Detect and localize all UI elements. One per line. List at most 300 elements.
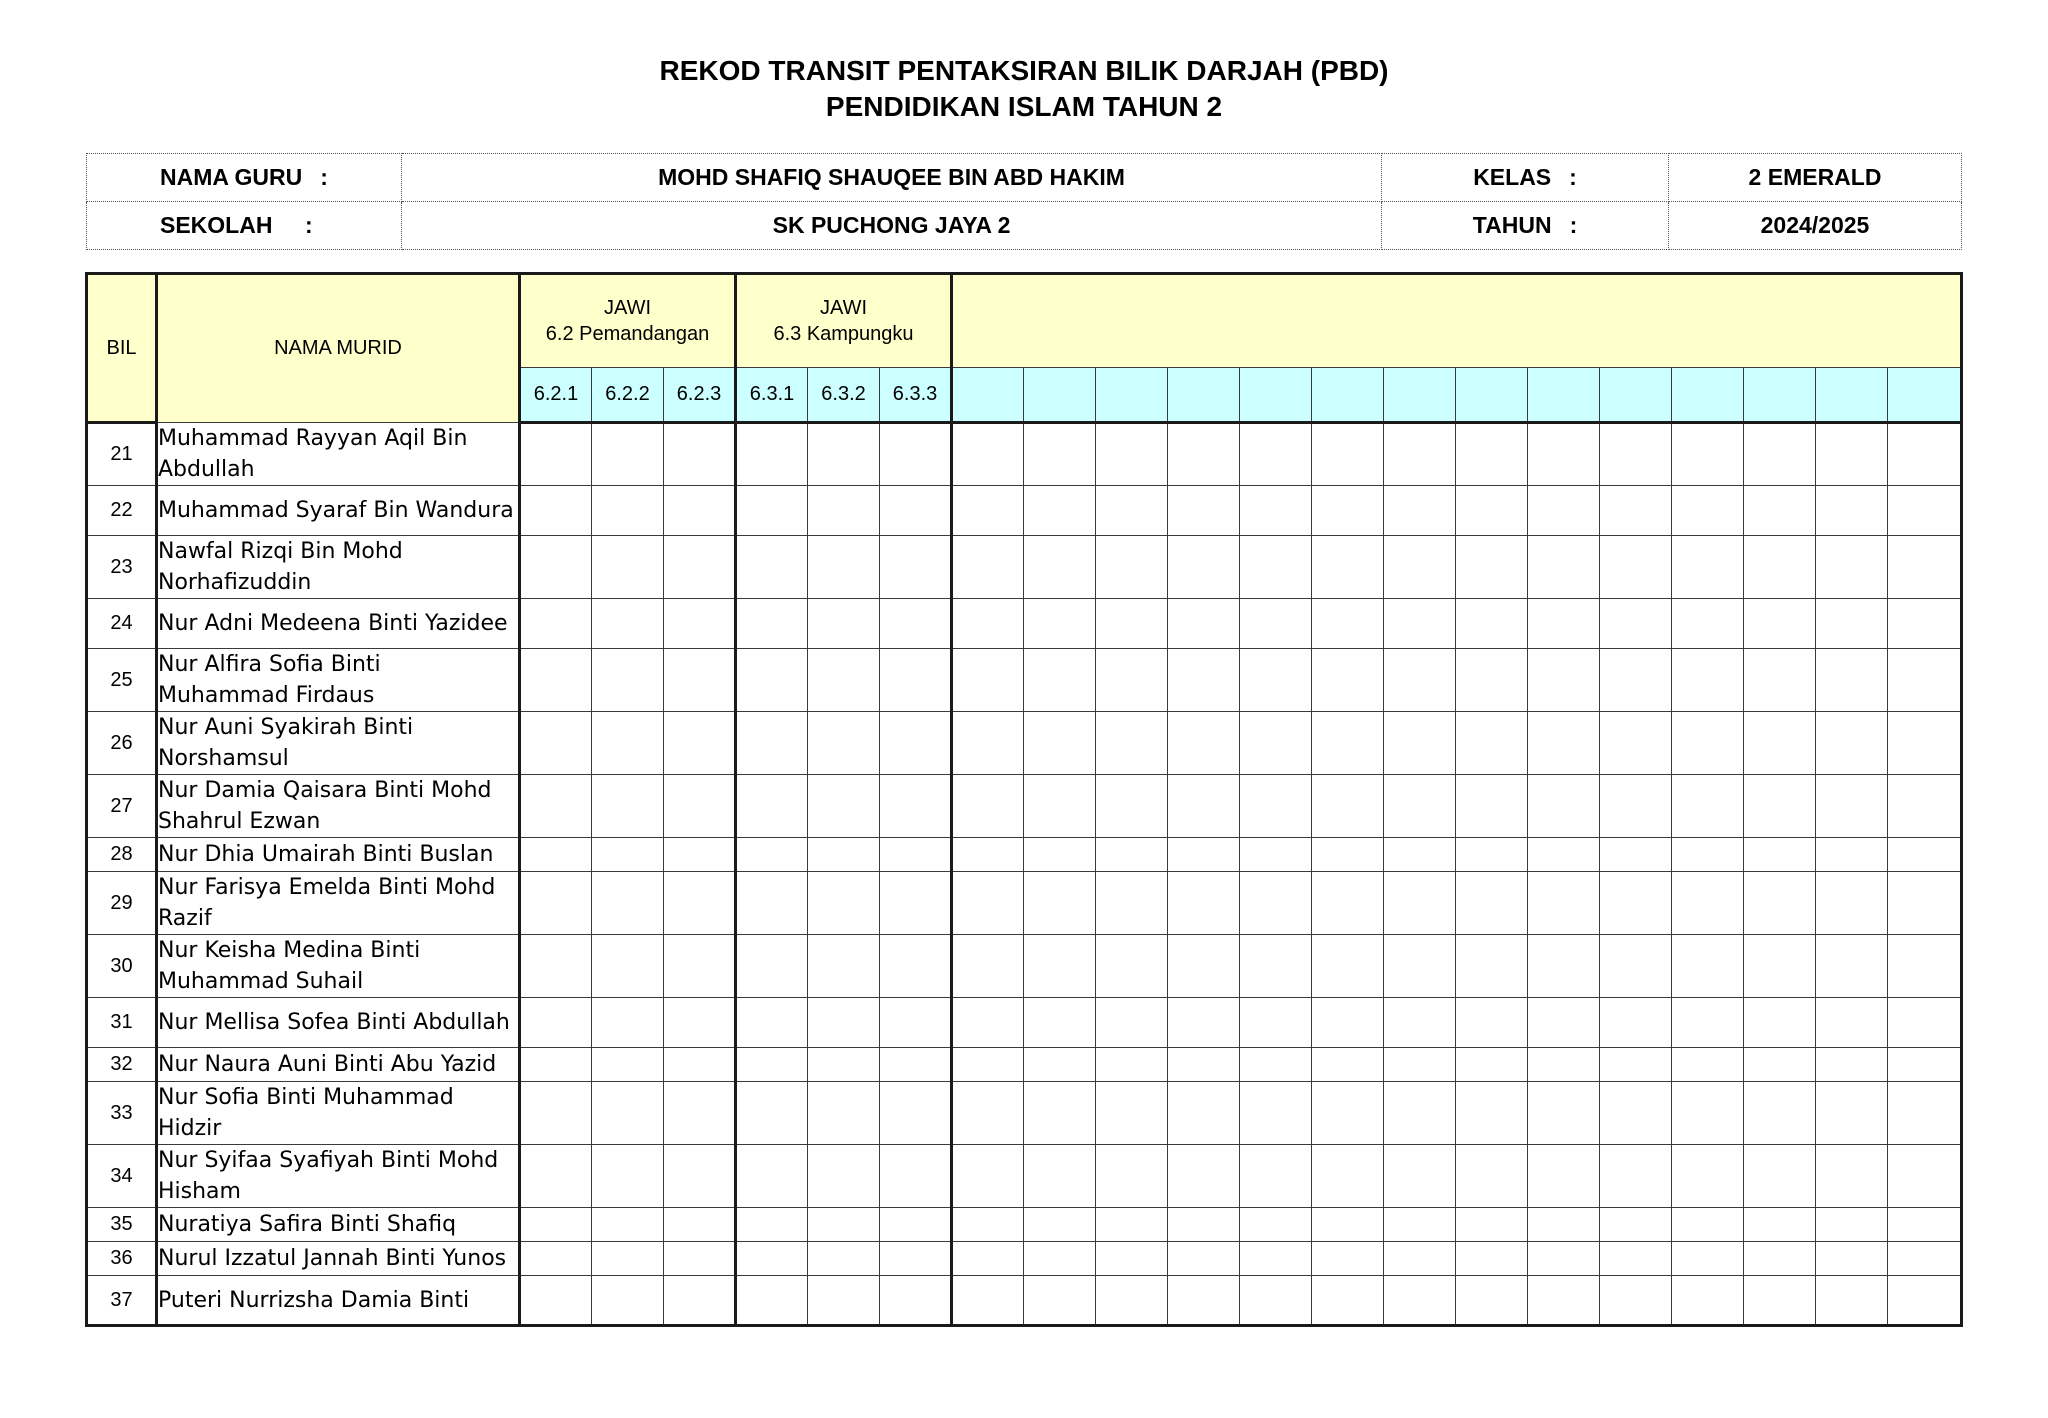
score-cell[interactable] bbox=[1672, 536, 1744, 599]
score-cell[interactable] bbox=[1528, 1242, 1600, 1276]
score-cell[interactable] bbox=[1096, 1208, 1168, 1242]
score-cell[interactable] bbox=[1744, 486, 1816, 536]
score-cell[interactable] bbox=[1312, 1276, 1384, 1326]
score-cell[interactable] bbox=[880, 1082, 952, 1145]
score-cell[interactable] bbox=[1888, 1082, 1962, 1145]
score-cell[interactable] bbox=[1096, 1145, 1168, 1208]
score-cell[interactable] bbox=[1888, 649, 1962, 712]
score-cell[interactable] bbox=[664, 998, 736, 1048]
score-cell[interactable] bbox=[1528, 1208, 1600, 1242]
score-cell[interactable] bbox=[952, 486, 1024, 536]
score-cell[interactable] bbox=[1096, 712, 1168, 775]
score-cell[interactable] bbox=[1744, 998, 1816, 1048]
score-cell[interactable] bbox=[1888, 486, 1962, 536]
score-cell[interactable] bbox=[592, 649, 664, 712]
score-cell[interactable] bbox=[1456, 998, 1528, 1048]
score-cell[interactable] bbox=[1096, 1048, 1168, 1082]
score-cell[interactable] bbox=[1168, 1242, 1240, 1276]
score-cell[interactable] bbox=[1312, 486, 1384, 536]
score-cell[interactable] bbox=[952, 712, 1024, 775]
score-cell[interactable] bbox=[1456, 1145, 1528, 1208]
score-cell[interactable] bbox=[736, 1145, 808, 1208]
score-cell[interactable] bbox=[1024, 1082, 1096, 1145]
score-cell[interactable] bbox=[1672, 486, 1744, 536]
score-cell[interactable] bbox=[1528, 872, 1600, 935]
score-cell[interactable] bbox=[520, 1242, 592, 1276]
score-cell[interactable] bbox=[1600, 712, 1672, 775]
score-cell[interactable] bbox=[1096, 486, 1168, 536]
score-cell[interactable] bbox=[808, 1145, 880, 1208]
score-cell[interactable] bbox=[1816, 423, 1888, 486]
score-cell[interactable] bbox=[1168, 486, 1240, 536]
score-cell[interactable] bbox=[664, 536, 736, 599]
score-cell[interactable] bbox=[1240, 1276, 1312, 1326]
score-cell[interactable] bbox=[1600, 536, 1672, 599]
score-cell[interactable] bbox=[1600, 1145, 1672, 1208]
score-cell[interactable] bbox=[664, 838, 736, 872]
score-cell[interactable] bbox=[880, 1276, 952, 1326]
score-cell[interactable] bbox=[1384, 486, 1456, 536]
score-cell[interactable] bbox=[1312, 1242, 1384, 1276]
score-cell[interactable] bbox=[1816, 536, 1888, 599]
score-cell[interactable] bbox=[1816, 935, 1888, 998]
score-cell[interactable] bbox=[736, 1208, 808, 1242]
score-cell[interactable] bbox=[952, 838, 1024, 872]
score-cell[interactable] bbox=[1240, 935, 1312, 998]
score-cell[interactable] bbox=[664, 1082, 736, 1145]
score-cell[interactable] bbox=[1888, 872, 1962, 935]
score-cell[interactable] bbox=[880, 998, 952, 1048]
score-cell[interactable] bbox=[664, 486, 736, 536]
score-cell[interactable] bbox=[1456, 1208, 1528, 1242]
score-cell[interactable] bbox=[808, 775, 880, 838]
score-cell[interactable] bbox=[880, 712, 952, 775]
score-cell[interactable] bbox=[736, 712, 808, 775]
score-cell[interactable] bbox=[1312, 423, 1384, 486]
score-cell[interactable] bbox=[1384, 1145, 1456, 1208]
score-cell[interactable] bbox=[1744, 712, 1816, 775]
score-cell[interactable] bbox=[1096, 998, 1168, 1048]
score-cell[interactable] bbox=[1240, 536, 1312, 599]
score-cell[interactable] bbox=[880, 599, 952, 649]
score-cell[interactable] bbox=[1672, 998, 1744, 1048]
score-cell[interactable] bbox=[520, 872, 592, 935]
score-cell[interactable] bbox=[1600, 1276, 1672, 1326]
score-cell[interactable] bbox=[952, 872, 1024, 935]
score-cell[interactable] bbox=[592, 935, 664, 998]
score-cell[interactable] bbox=[664, 712, 736, 775]
score-cell[interactable] bbox=[1888, 838, 1962, 872]
score-cell[interactable] bbox=[952, 599, 1024, 649]
score-cell[interactable] bbox=[880, 838, 952, 872]
score-cell[interactable] bbox=[520, 486, 592, 536]
score-cell[interactable] bbox=[1096, 1242, 1168, 1276]
score-cell[interactable] bbox=[1096, 872, 1168, 935]
score-cell[interactable] bbox=[1456, 1082, 1528, 1145]
score-cell[interactable] bbox=[880, 775, 952, 838]
score-cell[interactable] bbox=[1744, 599, 1816, 649]
score-cell[interactable] bbox=[1672, 1276, 1744, 1326]
score-cell[interactable] bbox=[1528, 1145, 1600, 1208]
score-cell[interactable] bbox=[520, 1048, 592, 1082]
score-cell[interactable] bbox=[1600, 1208, 1672, 1242]
score-cell[interactable] bbox=[808, 1048, 880, 1082]
score-cell[interactable] bbox=[1024, 1145, 1096, 1208]
score-cell[interactable] bbox=[808, 1242, 880, 1276]
score-cell[interactable] bbox=[1240, 1208, 1312, 1242]
score-cell[interactable] bbox=[1240, 649, 1312, 712]
score-cell[interactable] bbox=[1816, 1082, 1888, 1145]
score-cell[interactable] bbox=[1528, 712, 1600, 775]
score-cell[interactable] bbox=[1456, 486, 1528, 536]
score-cell[interactable] bbox=[1384, 1208, 1456, 1242]
score-cell[interactable] bbox=[1600, 775, 1672, 838]
score-cell[interactable] bbox=[1600, 998, 1672, 1048]
score-cell[interactable] bbox=[1024, 1242, 1096, 1276]
score-cell[interactable] bbox=[1168, 775, 1240, 838]
score-cell[interactable] bbox=[1312, 872, 1384, 935]
score-cell[interactable] bbox=[1168, 998, 1240, 1048]
score-cell[interactable] bbox=[1240, 486, 1312, 536]
score-cell[interactable] bbox=[1384, 423, 1456, 486]
score-cell[interactable] bbox=[1240, 1082, 1312, 1145]
score-cell[interactable] bbox=[808, 872, 880, 935]
score-cell[interactable] bbox=[1816, 838, 1888, 872]
score-cell[interactable] bbox=[1528, 1276, 1600, 1326]
score-cell[interactable] bbox=[736, 838, 808, 872]
score-cell[interactable] bbox=[1816, 775, 1888, 838]
score-cell[interactable] bbox=[1384, 1276, 1456, 1326]
score-cell[interactable] bbox=[1744, 872, 1816, 935]
score-cell[interactable] bbox=[1168, 935, 1240, 998]
score-cell[interactable] bbox=[520, 1276, 592, 1326]
score-cell[interactable] bbox=[592, 1242, 664, 1276]
score-cell[interactable] bbox=[1240, 872, 1312, 935]
score-cell[interactable] bbox=[1816, 1048, 1888, 1082]
score-cell[interactable] bbox=[520, 1208, 592, 1242]
score-cell[interactable] bbox=[1384, 649, 1456, 712]
score-cell[interactable] bbox=[592, 872, 664, 935]
score-cell[interactable] bbox=[1096, 775, 1168, 838]
score-cell[interactable] bbox=[1600, 1048, 1672, 1082]
score-cell[interactable] bbox=[1456, 1048, 1528, 1082]
score-cell[interactable] bbox=[880, 423, 952, 486]
score-cell[interactable] bbox=[664, 775, 736, 838]
score-cell[interactable] bbox=[1888, 536, 1962, 599]
score-cell[interactable] bbox=[1528, 998, 1600, 1048]
score-cell[interactable] bbox=[952, 536, 1024, 599]
score-cell[interactable] bbox=[1024, 712, 1096, 775]
score-cell[interactable] bbox=[1456, 536, 1528, 599]
score-cell[interactable] bbox=[1168, 872, 1240, 935]
score-cell[interactable] bbox=[1312, 1208, 1384, 1242]
score-cell[interactable] bbox=[1744, 1208, 1816, 1242]
score-cell[interactable] bbox=[1168, 1082, 1240, 1145]
score-cell[interactable] bbox=[1528, 536, 1600, 599]
score-cell[interactable] bbox=[1672, 649, 1744, 712]
score-cell[interactable] bbox=[1672, 1082, 1744, 1145]
score-cell[interactable] bbox=[1744, 1048, 1816, 1082]
score-cell[interactable] bbox=[1024, 872, 1096, 935]
score-cell[interactable] bbox=[1672, 1145, 1744, 1208]
score-cell[interactable] bbox=[664, 1048, 736, 1082]
score-cell[interactable] bbox=[1024, 1048, 1096, 1082]
score-cell[interactable] bbox=[1240, 599, 1312, 649]
score-cell[interactable] bbox=[1384, 599, 1456, 649]
score-cell[interactable] bbox=[880, 1208, 952, 1242]
score-cell[interactable] bbox=[1672, 1208, 1744, 1242]
score-cell[interactable] bbox=[1024, 649, 1096, 712]
score-cell[interactable] bbox=[808, 1276, 880, 1326]
score-cell[interactable] bbox=[1456, 423, 1528, 486]
score-cell[interactable] bbox=[1816, 712, 1888, 775]
score-cell[interactable] bbox=[520, 536, 592, 599]
score-cell[interactable] bbox=[1168, 1048, 1240, 1082]
score-cell[interactable] bbox=[736, 649, 808, 712]
score-cell[interactable] bbox=[1384, 1082, 1456, 1145]
score-cell[interactable] bbox=[1744, 536, 1816, 599]
score-cell[interactable] bbox=[1744, 775, 1816, 838]
score-cell[interactable] bbox=[520, 1145, 592, 1208]
score-cell[interactable] bbox=[1888, 1276, 1962, 1326]
score-cell[interactable] bbox=[952, 1082, 1024, 1145]
score-cell[interactable] bbox=[1168, 649, 1240, 712]
score-cell[interactable] bbox=[1888, 935, 1962, 998]
score-cell[interactable] bbox=[808, 649, 880, 712]
score-cell[interactable] bbox=[1744, 935, 1816, 998]
score-cell[interactable] bbox=[1672, 838, 1744, 872]
score-cell[interactable] bbox=[1384, 838, 1456, 872]
score-cell[interactable] bbox=[1600, 935, 1672, 998]
score-cell[interactable] bbox=[1024, 775, 1096, 838]
score-cell[interactable] bbox=[1744, 1145, 1816, 1208]
score-cell[interactable] bbox=[1096, 838, 1168, 872]
score-cell[interactable] bbox=[592, 423, 664, 486]
score-cell[interactable] bbox=[952, 423, 1024, 486]
score-cell[interactable] bbox=[1384, 1242, 1456, 1276]
score-cell[interactable] bbox=[1672, 1048, 1744, 1082]
score-cell[interactable] bbox=[664, 1242, 736, 1276]
score-cell[interactable] bbox=[592, 599, 664, 649]
score-cell[interactable] bbox=[1312, 1048, 1384, 1082]
score-cell[interactable] bbox=[1240, 1048, 1312, 1082]
score-cell[interactable] bbox=[736, 423, 808, 486]
score-cell[interactable] bbox=[1312, 838, 1384, 872]
score-cell[interactable] bbox=[1888, 423, 1962, 486]
score-cell[interactable] bbox=[664, 1208, 736, 1242]
score-cell[interactable] bbox=[664, 1145, 736, 1208]
score-cell[interactable] bbox=[592, 775, 664, 838]
score-cell[interactable] bbox=[592, 486, 664, 536]
score-cell[interactable] bbox=[592, 536, 664, 599]
score-cell[interactable] bbox=[1096, 599, 1168, 649]
score-cell[interactable] bbox=[1816, 649, 1888, 712]
score-cell[interactable] bbox=[736, 1276, 808, 1326]
score-cell[interactable] bbox=[1168, 536, 1240, 599]
score-cell[interactable] bbox=[880, 1048, 952, 1082]
score-cell[interactable] bbox=[1168, 1208, 1240, 1242]
score-cell[interactable] bbox=[808, 998, 880, 1048]
score-cell[interactable] bbox=[1816, 599, 1888, 649]
score-cell[interactable] bbox=[808, 712, 880, 775]
score-cell[interactable] bbox=[880, 649, 952, 712]
score-cell[interactable] bbox=[808, 935, 880, 998]
score-cell[interactable] bbox=[1312, 775, 1384, 838]
score-cell[interactable] bbox=[1456, 1242, 1528, 1276]
score-cell[interactable] bbox=[880, 1242, 952, 1276]
score-cell[interactable] bbox=[1888, 1208, 1962, 1242]
score-cell[interactable] bbox=[1240, 998, 1312, 1048]
score-cell[interactable] bbox=[664, 1276, 736, 1326]
score-cell[interactable] bbox=[736, 1082, 808, 1145]
score-cell[interactable] bbox=[520, 423, 592, 486]
score-cell[interactable] bbox=[1096, 935, 1168, 998]
score-cell[interactable] bbox=[1888, 712, 1962, 775]
score-cell[interactable] bbox=[520, 838, 592, 872]
score-cell[interactable] bbox=[952, 1242, 1024, 1276]
score-cell[interactable] bbox=[1384, 712, 1456, 775]
score-cell[interactable] bbox=[1384, 536, 1456, 599]
score-cell[interactable] bbox=[1312, 649, 1384, 712]
score-cell[interactable] bbox=[1456, 872, 1528, 935]
score-cell[interactable] bbox=[1384, 998, 1456, 1048]
score-cell[interactable] bbox=[1096, 1276, 1168, 1326]
score-cell[interactable] bbox=[1672, 775, 1744, 838]
score-cell[interactable] bbox=[592, 712, 664, 775]
score-cell[interactable] bbox=[1024, 998, 1096, 1048]
score-cell[interactable] bbox=[1528, 423, 1600, 486]
score-cell[interactable] bbox=[664, 872, 736, 935]
score-cell[interactable] bbox=[1600, 486, 1672, 536]
score-cell[interactable] bbox=[1528, 775, 1600, 838]
score-cell[interactable] bbox=[1816, 998, 1888, 1048]
score-cell[interactable] bbox=[1168, 712, 1240, 775]
score-cell[interactable] bbox=[736, 486, 808, 536]
score-cell[interactable] bbox=[1096, 423, 1168, 486]
score-cell[interactable] bbox=[1528, 935, 1600, 998]
score-cell[interactable] bbox=[1024, 935, 1096, 998]
score-cell[interactable] bbox=[1312, 536, 1384, 599]
score-cell[interactable] bbox=[1240, 1242, 1312, 1276]
score-cell[interactable] bbox=[880, 1145, 952, 1208]
score-cell[interactable] bbox=[880, 872, 952, 935]
score-cell[interactable] bbox=[664, 649, 736, 712]
score-cell[interactable] bbox=[1816, 486, 1888, 536]
score-cell[interactable] bbox=[1672, 935, 1744, 998]
score-cell[interactable] bbox=[952, 935, 1024, 998]
score-cell[interactable] bbox=[1816, 1145, 1888, 1208]
score-cell[interactable] bbox=[1456, 935, 1528, 998]
score-cell[interactable] bbox=[520, 998, 592, 1048]
score-cell[interactable] bbox=[1816, 872, 1888, 935]
score-cell[interactable] bbox=[1096, 536, 1168, 599]
score-cell[interactable] bbox=[1384, 935, 1456, 998]
score-cell[interactable] bbox=[952, 1145, 1024, 1208]
score-cell[interactable] bbox=[1024, 1208, 1096, 1242]
score-cell[interactable] bbox=[520, 775, 592, 838]
score-cell[interactable] bbox=[1312, 998, 1384, 1048]
score-cell[interactable] bbox=[952, 1208, 1024, 1242]
score-cell[interactable] bbox=[1672, 712, 1744, 775]
score-cell[interactable] bbox=[1168, 1145, 1240, 1208]
score-cell[interactable] bbox=[952, 1048, 1024, 1082]
score-cell[interactable] bbox=[1528, 486, 1600, 536]
score-cell[interactable] bbox=[1816, 1276, 1888, 1326]
score-cell[interactable] bbox=[1600, 838, 1672, 872]
score-cell[interactable] bbox=[952, 1276, 1024, 1326]
score-cell[interactable] bbox=[1312, 1082, 1384, 1145]
score-cell[interactable] bbox=[1888, 1048, 1962, 1082]
score-cell[interactable] bbox=[808, 1082, 880, 1145]
score-cell[interactable] bbox=[592, 998, 664, 1048]
score-cell[interactable] bbox=[1312, 599, 1384, 649]
score-cell[interactable] bbox=[1024, 838, 1096, 872]
score-cell[interactable] bbox=[1024, 423, 1096, 486]
score-cell[interactable] bbox=[1744, 1276, 1816, 1326]
score-cell[interactable] bbox=[808, 599, 880, 649]
score-cell[interactable] bbox=[736, 998, 808, 1048]
score-cell[interactable] bbox=[736, 599, 808, 649]
score-cell[interactable] bbox=[1024, 599, 1096, 649]
score-cell[interactable] bbox=[736, 935, 808, 998]
score-cell[interactable] bbox=[592, 838, 664, 872]
score-cell[interactable] bbox=[1168, 423, 1240, 486]
score-cell[interactable] bbox=[1888, 998, 1962, 1048]
score-cell[interactable] bbox=[952, 775, 1024, 838]
score-cell[interactable] bbox=[1888, 775, 1962, 838]
score-cell[interactable] bbox=[520, 1082, 592, 1145]
score-cell[interactable] bbox=[1168, 838, 1240, 872]
score-cell[interactable] bbox=[1024, 1276, 1096, 1326]
score-cell[interactable] bbox=[880, 486, 952, 536]
score-cell[interactable] bbox=[1312, 935, 1384, 998]
score-cell[interactable] bbox=[1600, 872, 1672, 935]
score-cell[interactable] bbox=[520, 712, 592, 775]
score-cell[interactable] bbox=[592, 1276, 664, 1326]
score-cell[interactable] bbox=[1312, 712, 1384, 775]
score-cell[interactable] bbox=[1528, 599, 1600, 649]
score-cell[interactable] bbox=[1528, 1082, 1600, 1145]
score-cell[interactable] bbox=[1456, 1276, 1528, 1326]
score-cell[interactable] bbox=[592, 1145, 664, 1208]
score-cell[interactable] bbox=[1168, 599, 1240, 649]
score-cell[interactable] bbox=[1744, 1242, 1816, 1276]
score-cell[interactable] bbox=[880, 536, 952, 599]
score-cell[interactable] bbox=[520, 599, 592, 649]
score-cell[interactable] bbox=[1456, 838, 1528, 872]
score-cell[interactable] bbox=[1744, 423, 1816, 486]
score-cell[interactable] bbox=[1528, 1048, 1600, 1082]
score-cell[interactable] bbox=[1600, 1082, 1672, 1145]
score-cell[interactable] bbox=[736, 1242, 808, 1276]
score-cell[interactable] bbox=[1600, 1242, 1672, 1276]
score-cell[interactable] bbox=[1456, 649, 1528, 712]
score-cell[interactable] bbox=[1024, 486, 1096, 536]
score-cell[interactable] bbox=[1240, 775, 1312, 838]
score-cell[interactable] bbox=[808, 423, 880, 486]
score-cell[interactable] bbox=[1240, 1145, 1312, 1208]
score-cell[interactable] bbox=[808, 486, 880, 536]
score-cell[interactable] bbox=[1888, 1145, 1962, 1208]
score-cell[interactable] bbox=[1744, 649, 1816, 712]
score-cell[interactable] bbox=[1744, 1082, 1816, 1145]
score-cell[interactable] bbox=[520, 935, 592, 998]
score-cell[interactable] bbox=[1600, 599, 1672, 649]
score-cell[interactable] bbox=[1456, 599, 1528, 649]
score-cell[interactable] bbox=[1384, 1048, 1456, 1082]
score-cell[interactable] bbox=[1672, 872, 1744, 935]
score-cell[interactable] bbox=[1312, 1145, 1384, 1208]
